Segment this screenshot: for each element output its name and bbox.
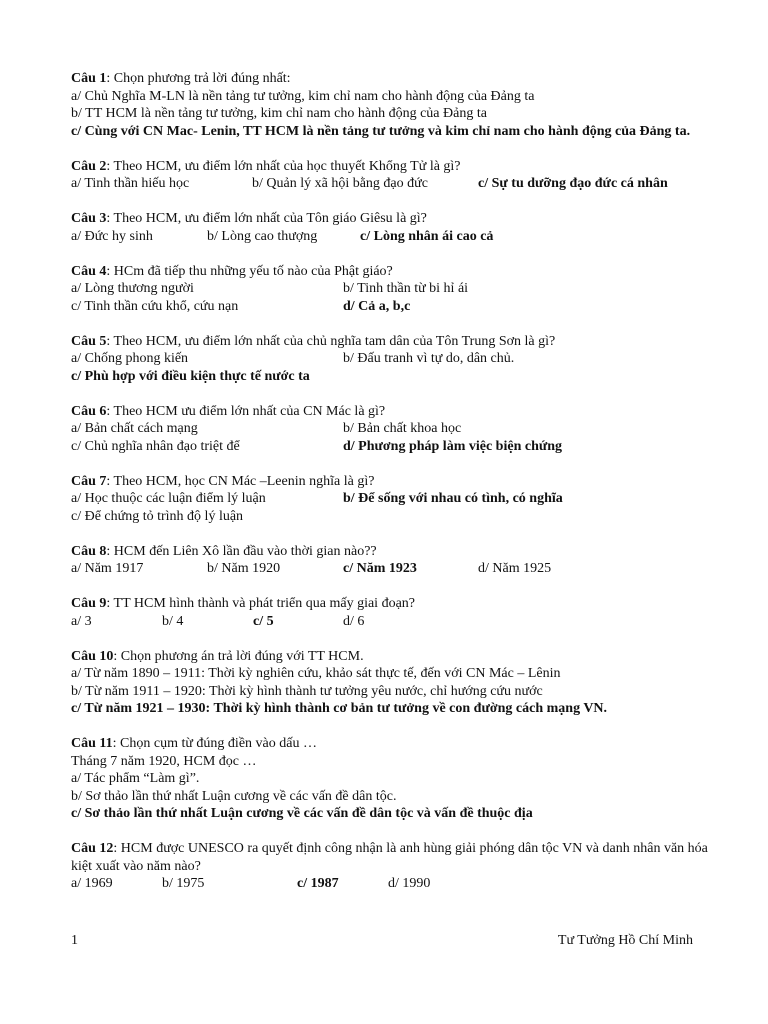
question-label: Câu 7 bbox=[71, 473, 107, 489]
question-7 bbox=[71, 473, 711, 526]
option-b: b/ Quản lý xã hội bằng đạo đức bbox=[252, 176, 428, 191]
option-b: b/ Sơ thảo lần thứ nhất Luận cương về các vấn đề dân tộc. bbox=[71, 788, 397, 804]
correct-answer: c/ Lòng nhân ái cao cả bbox=[360, 228, 494, 244]
option-b: b/ Bản chất khoa học bbox=[343, 421, 462, 436]
question-stem bbox=[71, 648, 711, 666]
option-b: b/ 1975 bbox=[162, 876, 205, 891]
question-stem bbox=[71, 263, 711, 281]
correct-answer: c/ Năm 1923 bbox=[343, 561, 417, 576]
footer-title: Tư Tưởng Hồ Chí Minh bbox=[557, 933, 693, 948]
question-stem bbox=[71, 473, 711, 491]
question-stem bbox=[71, 70, 711, 88]
options-row bbox=[71, 420, 711, 438]
option-a: a/ Tác phẩm “Làm gì”. bbox=[71, 771, 200, 786]
question-text: : Theo HCM, ưu điểm lớn nhất của Tôn giáo Giêsu là gì? bbox=[106, 211, 427, 226]
question-label: Câu 12 bbox=[71, 841, 114, 856]
options-row bbox=[71, 875, 711, 893]
options-row bbox=[71, 350, 711, 368]
question-text: : Theo HCM, ưu điểm lớn nhất của học thuyết Khổng Tử là gì? bbox=[106, 158, 461, 174]
question-text: : Theo HCM, ưu điểm lớn nhất của chủ nghĩa tam dân của Tôn Trung Sơn là gì? bbox=[106, 333, 556, 349]
document-body bbox=[71, 70, 711, 910]
question-stem bbox=[71, 158, 711, 176]
options-row bbox=[71, 228, 711, 246]
option-d: d/ 6 bbox=[343, 613, 365, 629]
option-a: a/ Đức hy sinh bbox=[71, 228, 153, 244]
question-stem bbox=[71, 333, 711, 351]
option-a: a/ Năm 1917 bbox=[71, 561, 144, 576]
question-11 bbox=[71, 735, 711, 823]
question-label: Câu 3 bbox=[71, 211, 107, 226]
correct-answer: d/ Cả a, b,c bbox=[343, 298, 411, 314]
question-stem bbox=[71, 595, 711, 613]
options-row bbox=[71, 175, 711, 193]
question-2 bbox=[71, 158, 711, 193]
question-label: Câu 11 bbox=[71, 736, 113, 751]
option-a: a/ Học thuộc các luận điểm lý luận bbox=[71, 491, 266, 506]
option-a: a/ Tinh thần hiếu học bbox=[71, 176, 190, 191]
question-label: Câu 2 bbox=[71, 158, 107, 174]
question-label: Câu 8 bbox=[71, 543, 107, 559]
question-stem bbox=[71, 840, 711, 875]
options-row bbox=[71, 613, 711, 631]
question-stem bbox=[71, 543, 711, 561]
question-stem bbox=[71, 735, 711, 753]
question-context: Tháng 7 năm 1920, HCM đọc … bbox=[71, 753, 257, 769]
correct-answer: c/ Sự tu dưỡng đạo đức cá nhân bbox=[478, 176, 668, 191]
option-c: c/ Tinh thần cứu khổ, cứu nạn bbox=[71, 298, 239, 314]
correct-answer: c/ Từ năm 1921 – 1930: Thời kỳ hình thành cơ bản tư tưởng về con đường cách mạng VN. bbox=[71, 701, 608, 716]
question-9 bbox=[71, 595, 711, 630]
option-b: b/ Tinh thần từ bi hỉ ái bbox=[343, 281, 469, 296]
question-12 bbox=[71, 840, 711, 893]
option-b: b/ 4 bbox=[162, 613, 184, 629]
option-a: a/ Bản chất cách mạng bbox=[71, 421, 198, 436]
option-c: c/ Để chứng tỏ trình độ lý luận bbox=[71, 508, 244, 524]
question-text: : Theo HCM ưu điểm lớn nhất của CN Mác là gì? bbox=[106, 403, 386, 419]
question-text: : Chọn phương án trả lời đúng với TT HCM. bbox=[113, 648, 364, 664]
option-b: b/ Đấu tranh vì tự do, dân chủ. bbox=[343, 351, 515, 366]
correct-answer: c/ Sơ thảo lần thứ nhất Luận cương về các vấn đề dân tộc và vấn đề thuộc địa bbox=[71, 806, 533, 821]
question-text: : Theo HCM, học CN Mác –Leenin nghĩa là gì? bbox=[106, 473, 375, 489]
option-b: b/ Lòng cao thượng bbox=[207, 228, 318, 244]
question-text: : HCM được UNESCO ra quyết định công nhận là anh hùng giải phóng dân tộc VN và danh nhân văn hóa kiệt xuất vào năm nào? bbox=[71, 841, 708, 874]
question-4 bbox=[71, 263, 711, 316]
option-a: a/ Chủ Nghĩa M-LN là nền tảng tư tưởng, kim chỉ nam cho hành động của Đảng ta bbox=[71, 88, 535, 104]
page-number: 1 bbox=[71, 933, 78, 948]
option-a: a/ 3 bbox=[71, 613, 92, 629]
question-label: Câu 4 bbox=[71, 263, 107, 279]
option-b: b/ Năm 1920 bbox=[207, 561, 281, 576]
question-6 bbox=[71, 403, 711, 456]
options-row bbox=[71, 280, 711, 298]
question-text: : Chọn phương trả lời đúng nhất: bbox=[106, 71, 291, 86]
question-label: Câu 1 bbox=[71, 71, 107, 86]
question-text: : TT HCM hình thành và phát triển qua mấy giai đoạn? bbox=[106, 596, 415, 611]
options-row bbox=[71, 490, 711, 508]
question-stem bbox=[71, 210, 711, 228]
options-row bbox=[71, 438, 711, 456]
correct-answer: c/ 1987 bbox=[297, 876, 339, 891]
question-1 bbox=[71, 70, 711, 140]
option-a: a/ Chống phong kiến bbox=[71, 351, 189, 366]
question-3 bbox=[71, 210, 711, 245]
question-stem bbox=[71, 403, 711, 421]
question-label: Câu 5 bbox=[71, 333, 107, 349]
question-label: Câu 10 bbox=[71, 648, 114, 664]
options-row bbox=[71, 560, 711, 578]
option-d: d/ Năm 1925 bbox=[478, 561, 552, 576]
option-c: c/ Chủ nghĩa nhân đạo triệt để bbox=[71, 438, 240, 454]
option-a: a/ 1969 bbox=[71, 876, 113, 891]
question-text: : Chọn cụm từ đúng điền vào dấu … bbox=[112, 736, 317, 751]
correct-answer: b/ Để sống với nhau có tình, có nghĩa bbox=[343, 491, 563, 506]
question-8 bbox=[71, 543, 711, 578]
question-label: Câu 6 bbox=[71, 403, 107, 419]
option-b: b/ TT HCM là nền tảng tư tưởng, kim chỉ nam cho hành động của Đảng ta bbox=[71, 106, 487, 121]
question-10 bbox=[71, 648, 711, 718]
question-text: : HCm đã tiếp thu những yếu tố nào của Phật giáo? bbox=[106, 263, 393, 279]
correct-answer: c/ Phù hợp với điều kiện thực tế nước ta bbox=[71, 368, 310, 384]
question-text: : HCM đến Liên Xô lần đầu vào thời gian nào?? bbox=[106, 543, 377, 559]
correct-answer: c/ 5 bbox=[253, 613, 274, 629]
options-row bbox=[71, 298, 711, 316]
question-5 bbox=[71, 333, 711, 386]
option-a: a/ Từ năm 1890 – 1911: Thời kỳ nghiên cứu, khảo sát thực tế, đến với CN Mác – Lênin bbox=[71, 666, 561, 681]
correct-answer: d/ Phương pháp làm việc biện chứng bbox=[343, 438, 563, 454]
option-d: d/ 1990 bbox=[388, 876, 431, 891]
correct-answer: c/ Cùng với CN Mac- Lenin, TT HCM là nền tảng tư tưởng và kim chỉ nam cho hành động của Đảng ta. bbox=[71, 123, 691, 139]
option-a: a/ Lòng thương người bbox=[71, 281, 194, 296]
question-label: Câu 9 bbox=[71, 596, 107, 611]
option-b: b/ Từ năm 1911 – 1920: Thời kỳ hình thành tư tưởng yêu nước, chỉ hướng cứu nước bbox=[71, 683, 543, 699]
